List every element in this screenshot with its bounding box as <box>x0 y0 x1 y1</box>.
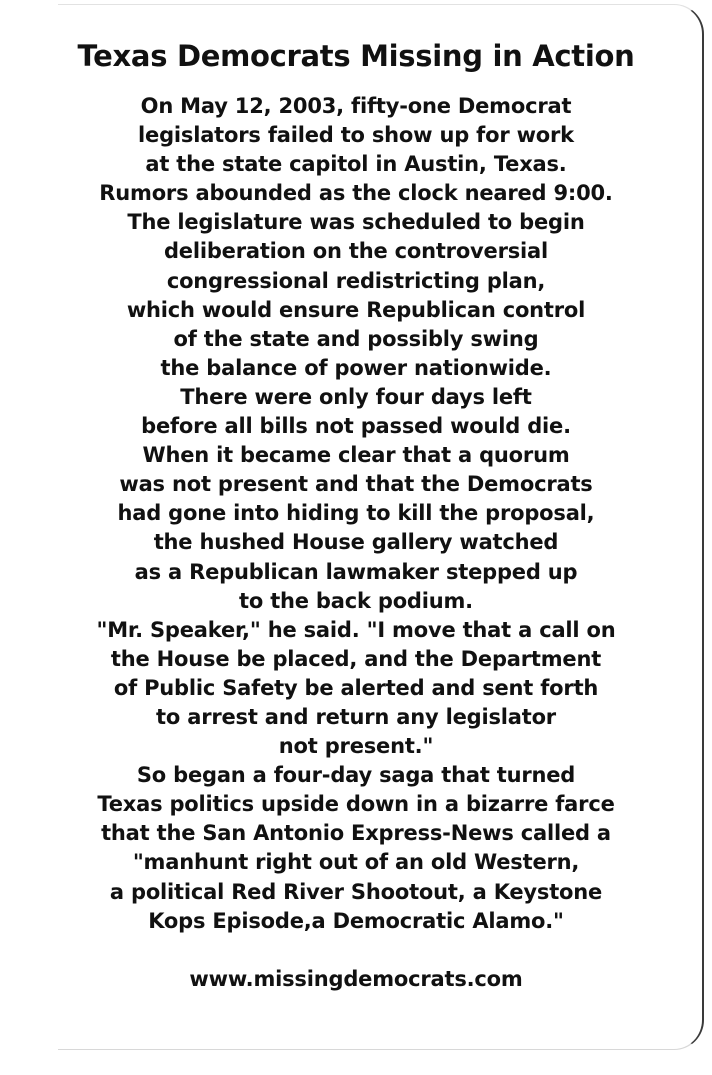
story-line: to arrest and return any legislator <box>156 704 556 729</box>
story-line: that the San Antonio Express-News called a <box>101 821 611 846</box>
story-line: which would ensure Republican control <box>126 297 586 322</box>
story-line: congressional redistricting plan, <box>166 268 546 293</box>
story-line: of Public Safety be alerted and sent forth <box>113 675 599 700</box>
story-line: The legislature was scheduled to begin <box>127 210 585 235</box>
story-line: Kops Episode,a Democratic Alamo." <box>148 908 564 933</box>
story-line: "manhunt right out of an old Western, <box>132 850 580 875</box>
story-line: to the back podium. <box>239 588 473 613</box>
story-line: at the state capitol in Austin, Texas. <box>145 152 567 177</box>
story-line: Texas politics upside down in a bizarre farce <box>97 792 615 817</box>
story-line: of the state and possibly swing <box>173 326 539 351</box>
story-line: not present." <box>278 734 434 759</box>
story-line: before all bills not passed would die. <box>141 414 571 439</box>
story-text <box>0 92 712 936</box>
story-line: had gone into hiding to kill the proposal, <box>117 501 595 526</box>
story-line: a political Red River Shootout, a Keystone <box>109 879 603 904</box>
story-line: There were only four days left <box>180 384 532 409</box>
story-line: So began a four-day saga that turned <box>136 763 576 788</box>
story-line: the hushed House gallery watched <box>153 530 559 555</box>
story-line: When it became clear that a quorum <box>142 443 570 468</box>
story-line: legislators failed to show up for work <box>138 123 574 148</box>
story-line: Rumors abounded as the clock neared 9:00. <box>99 181 613 206</box>
story-line: "Mr. Speaker," he said. "I move that a call on <box>96 617 616 642</box>
story-line: On May 12, 2003, fifty-one Democrat <box>140 94 572 118</box>
story-line: the balance of power nationwide. <box>160 355 552 380</box>
story-line: as a Republican lawmaker stepped up <box>134 559 578 584</box>
website-url: www.missingdemocrats.com <box>189 967 523 991</box>
story-line: the House be placed, and the Department <box>110 646 602 671</box>
card-title: Texas Democrats Missing in Action <box>77 39 635 73</box>
story-line: was not present and that the Democrats <box>119 472 593 497</box>
story-line: deliberation on the controversial <box>163 239 549 264</box>
